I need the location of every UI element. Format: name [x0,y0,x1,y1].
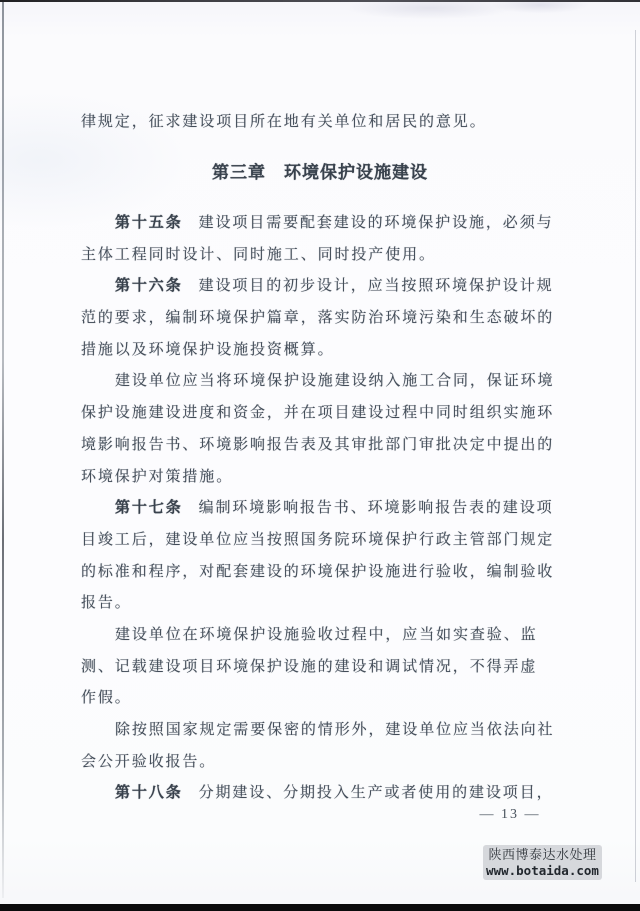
text-line [81,747,591,779]
chapter-heading [81,156,559,190]
line-text: 环境保护对策措施。 [81,468,234,485]
text-line [81,525,591,557]
line-text: 测、记载建设项目环境保护设施的建设和调试情况，不得弄虚 [81,658,538,675]
line-text: 的标准和程序，对配套建设的环境保护设施进行验收，编制验收 [81,563,555,580]
text-line [81,715,591,747]
text-line [81,778,591,810]
scan-bottom-bar [0,904,640,911]
line-text: 除按照国家规定需要保密的情形外，建设单位应当依法向社 [115,722,555,738]
watermark-company: 陕西博泰达水处理 [488,847,597,862]
line-text: 律规定，征求建设项目所在地有关单位和居民的意见。 [81,114,487,130]
text-line [81,588,591,620]
line-text: 建设单位应当将环境保护设施建设纳入施工合同，保证环境 [115,373,555,390]
text-line [81,366,591,398]
line-text: 建设项目需要配套建设的环境保护设施，必须与 [198,215,554,231]
line-text: 境影响报告书、环境影响报告表及其审批部门审批决定中提出的 [81,436,555,453]
line-text: 报告。 [81,595,132,612]
article-number: 第十七条 [115,500,183,517]
scan-right-edge [635,30,636,882]
line-text: 分期建设、分期投入生产或者使用的建设项目， [198,785,554,802]
text-line [81,557,591,589]
text-line [81,620,591,652]
article-number: 第十五条 [115,215,183,231]
text-line [81,398,591,430]
scan-top-edge [0,0,640,2]
scan-left-edge [2,2,4,898]
line-text: 建设项目的初步设计，应当按照环境保护设计规 [198,278,554,295]
text-line [81,106,591,138]
text-line [81,271,591,303]
line-text: 保护设施建设进度和资金，并在项目建设过程中同时组织实施环 [81,405,555,422]
line-text: 建设单位在环境保护设施验收过程中，应当如实查验、监 [115,626,538,643]
page-number: — 13 — [479,807,541,822]
line-text: 作假。 [81,690,132,707]
line-text: 范的要求，编制环境保护篇章，落实防治环境污染和生态破坏的 [81,310,555,327]
line-text: 目竣工后，建设单位应当按照国务院环境保护行政主管部门规定 [81,531,555,548]
text-line [81,208,591,240]
line-text: 编制环境影响报告书、环境影响报告表的建设项 [198,500,554,517]
watermark-website: www.botaida.com [486,863,599,878]
text-line [81,303,591,335]
article-number: 第十八条 [115,785,183,802]
text-line [81,493,591,525]
watermark [483,845,602,880]
line-text: 措施以及环境保护设施投资概算。 [81,341,335,358]
text-line [81,652,591,684]
article-number: 第十六条 [115,278,183,295]
text-line [81,430,591,462]
document-lines [81,106,591,810]
text-line [81,462,591,494]
text-line [81,335,591,367]
text-line [81,240,591,272]
text-line [81,683,591,715]
line-text: 会公开验收报告。 [81,753,217,770]
line-text: 主体工程同时设计、同时施工、同时投产使用。 [81,246,436,263]
line-text: 第三章 环境保护设施建设 [212,163,428,182]
